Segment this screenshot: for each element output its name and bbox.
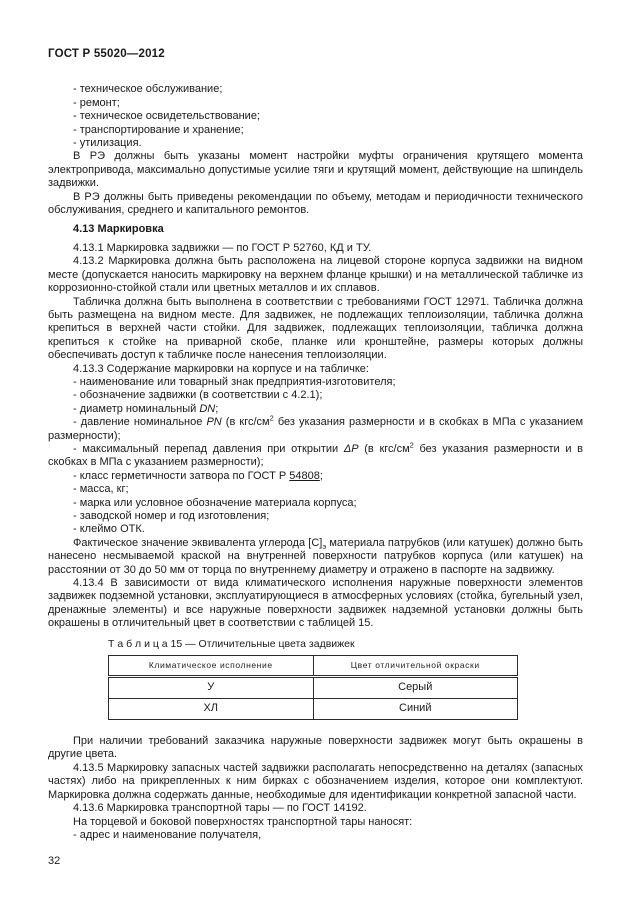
paragraph-re-recommendations: В РЭ должны быть приведены рекомендации по объему, методам и периодичности технического обслуживания, среднего и капитального ремонтов. bbox=[48, 190, 583, 217]
table-15 bbox=[108, 655, 518, 720]
list-item-marking: - марка или условное обозначение материала корпуса; bbox=[73, 496, 357, 509]
list-item-dp bbox=[48, 440, 583, 470]
list-item-marking: - заводской номер и год изготовления; bbox=[73, 510, 270, 522]
dn-punct: ; bbox=[215, 402, 219, 415]
paragraph-tare: На торцевой и боковой поверхностях транспортной тары наносят: bbox=[73, 815, 413, 828]
list-item-marking: - масса, кг; bbox=[73, 483, 129, 496]
paragraph-4-13-4: 4.13.4 В зависимости от вида климатического исполнения наружные поверхности элементов задвижек подземной установки, эксплуатирующиеся в атмосферных условиях (стойка, бугельный узел, дренажные элементы) и все наружные поверхности задвижек надземной установки должны быть окрашены в отличительный цвет в соответствии с таблицей 15. bbox=[48, 577, 583, 630]
list-item-service: - транспортирование и хранение; bbox=[73, 123, 244, 136]
list-item-service: - ремонт; bbox=[73, 96, 120, 109]
document-body bbox=[48, 83, 583, 868]
pn-symbol: PN bbox=[206, 416, 222, 429]
dn-symbol: DN bbox=[199, 402, 216, 415]
paragraph-re-torque: В РЭ должны быть указаны момент настройки муфты ограничения крутящего момента электропривода, максимально допустимые усилие тяги и крутящий момент, действующие на шпиндель задвижки. bbox=[48, 150, 583, 190]
paragraph-carbon bbox=[48, 537, 583, 577]
carbon-subscript: э bbox=[322, 542, 327, 551]
list-item-pn bbox=[48, 413, 584, 443]
cell-color: Синий bbox=[313, 699, 518, 720]
paragraph-4-13-3: 4.13.3 Содержание маркировки на корпусе и на табличке: bbox=[73, 362, 369, 375]
list-item-address: - адрес и наименование получателя, bbox=[73, 828, 262, 841]
list-item-dn bbox=[48, 403, 583, 416]
cell-climate: ХЛ bbox=[109, 699, 314, 720]
dp-symbol: ΔP bbox=[343, 442, 359, 455]
pn-tail: без указания размерности и в скобках в МПа с указанием размерности); bbox=[48, 416, 584, 442]
list-item-service: - техническое освидетельствование; bbox=[73, 110, 261, 123]
dp-tail: без указания размерности и в скобках в МПа с указанием размерности); bbox=[48, 442, 583, 469]
table-15-caption: Т а б л и ц а 15 — Отличительные цвета задвижек bbox=[108, 637, 355, 650]
carbon-tail: материала патрубков (или катушек) должно быть нанесено несмываемой краской на внутренней поверхности патрубков корпуса (или катушек) на расстоянии от 30 до 50 мм от торца по внутреннему диаметру и отражено в паспорте на задвижку. bbox=[48, 536, 583, 576]
carbon-text: Фактическое значение эквивалента углерода [C] bbox=[73, 536, 323, 549]
list-item-service: - техническое обслуживание; bbox=[73, 83, 223, 96]
paragraph-4-13-2: 4.13.2 Маркировка должна быть расположена на лицевой стороне корпуса задвижки на видном месте (допускается наносить маркировку на верхнем фланце крышки) и на металлической табличке из коррозионно-стойкой стали или цветных металлов и их сплавов. bbox=[48, 255, 583, 295]
class-text: - класс герметичности затвора по ГОСТ Р bbox=[73, 469, 290, 482]
section-heading-4-13: 4.13 Маркировка bbox=[73, 223, 164, 236]
paragraph-customer: При наличии требований заказчика наружные поверхности задвижек могут быть окрашены в другие цвета. bbox=[48, 735, 583, 761]
class-gost-number: 54808 bbox=[289, 469, 320, 482]
dp-superscript: 2 bbox=[409, 440, 414, 450]
table-15-block bbox=[108, 638, 583, 720]
list-item-service: - утилизация. bbox=[73, 137, 142, 150]
pn-text: - давление номинальное bbox=[73, 416, 207, 429]
table-row bbox=[109, 699, 518, 720]
dp-text: - максимальный перепад давления при открытии bbox=[73, 442, 344, 455]
page-number: 32 bbox=[48, 855, 61, 868]
cell-color: Серый bbox=[313, 677, 518, 699]
pn-superscript: 2 bbox=[269, 413, 274, 423]
pn-unit: (в кгс/см bbox=[221, 416, 270, 429]
list-item-marking: - обозначение задвижки (в соответствии с 4.2.1); bbox=[73, 389, 323, 402]
paragraph-4-13-6: 4.13.6 Маркировка транспортной тары — по ГОСТ 14192. bbox=[73, 802, 367, 815]
column-header-climate: Климатическое исполнение bbox=[109, 656, 314, 677]
dp-unit: (в кгс/см bbox=[358, 442, 410, 455]
list-item-class bbox=[48, 470, 583, 483]
dn-text: - диаметр номинальный bbox=[73, 402, 200, 415]
paragraph-4-13-1: 4.13.1 Маркировка задвижки — по ГОСТ Р 52760, КД и ТУ. bbox=[73, 241, 372, 254]
column-header-color: Цвет отличительной окраски bbox=[313, 656, 518, 677]
standard-code-header: ГОСТ Р 55020—2012 bbox=[48, 48, 165, 60]
list-item-marking: - клеймо ОТК. bbox=[73, 523, 145, 536]
table-row bbox=[109, 677, 518, 699]
cell-climate: У bbox=[109, 677, 314, 699]
list-item-marking: - наименование или товарный знак предприятия-изготовителя; bbox=[73, 375, 396, 388]
table-header-row bbox=[109, 656, 518, 677]
paragraph-plate: Табличка должна быть выполнена в соответствии с требованиями ГОСТ 12971. Табличка должна быть размещена на видном месте. Для задвижек, не подлежащих теплоизоляции, табличка должна крепиться в верхней части стойки. Для задвижек, подлежащих теплоизоляции, табличка должна крепиться к стойке на приварной скобе, планке или кронштейне, размеры которых должны обеспечивать доступ к табличке после нанесения теплоизоляции. bbox=[48, 295, 583, 362]
paragraph-4-13-5: 4.13.5 Маркировку запасных частей задвижки располагать непосредственно на деталях (запасных частях) либо на прикрепленных к ним бирках с обозначением изделия, которое они комплектуют. Маркировка должна содержать данные, необходимые для идентификации конкретной запасной части. bbox=[48, 761, 583, 801]
class-punct: ; bbox=[319, 469, 323, 482]
